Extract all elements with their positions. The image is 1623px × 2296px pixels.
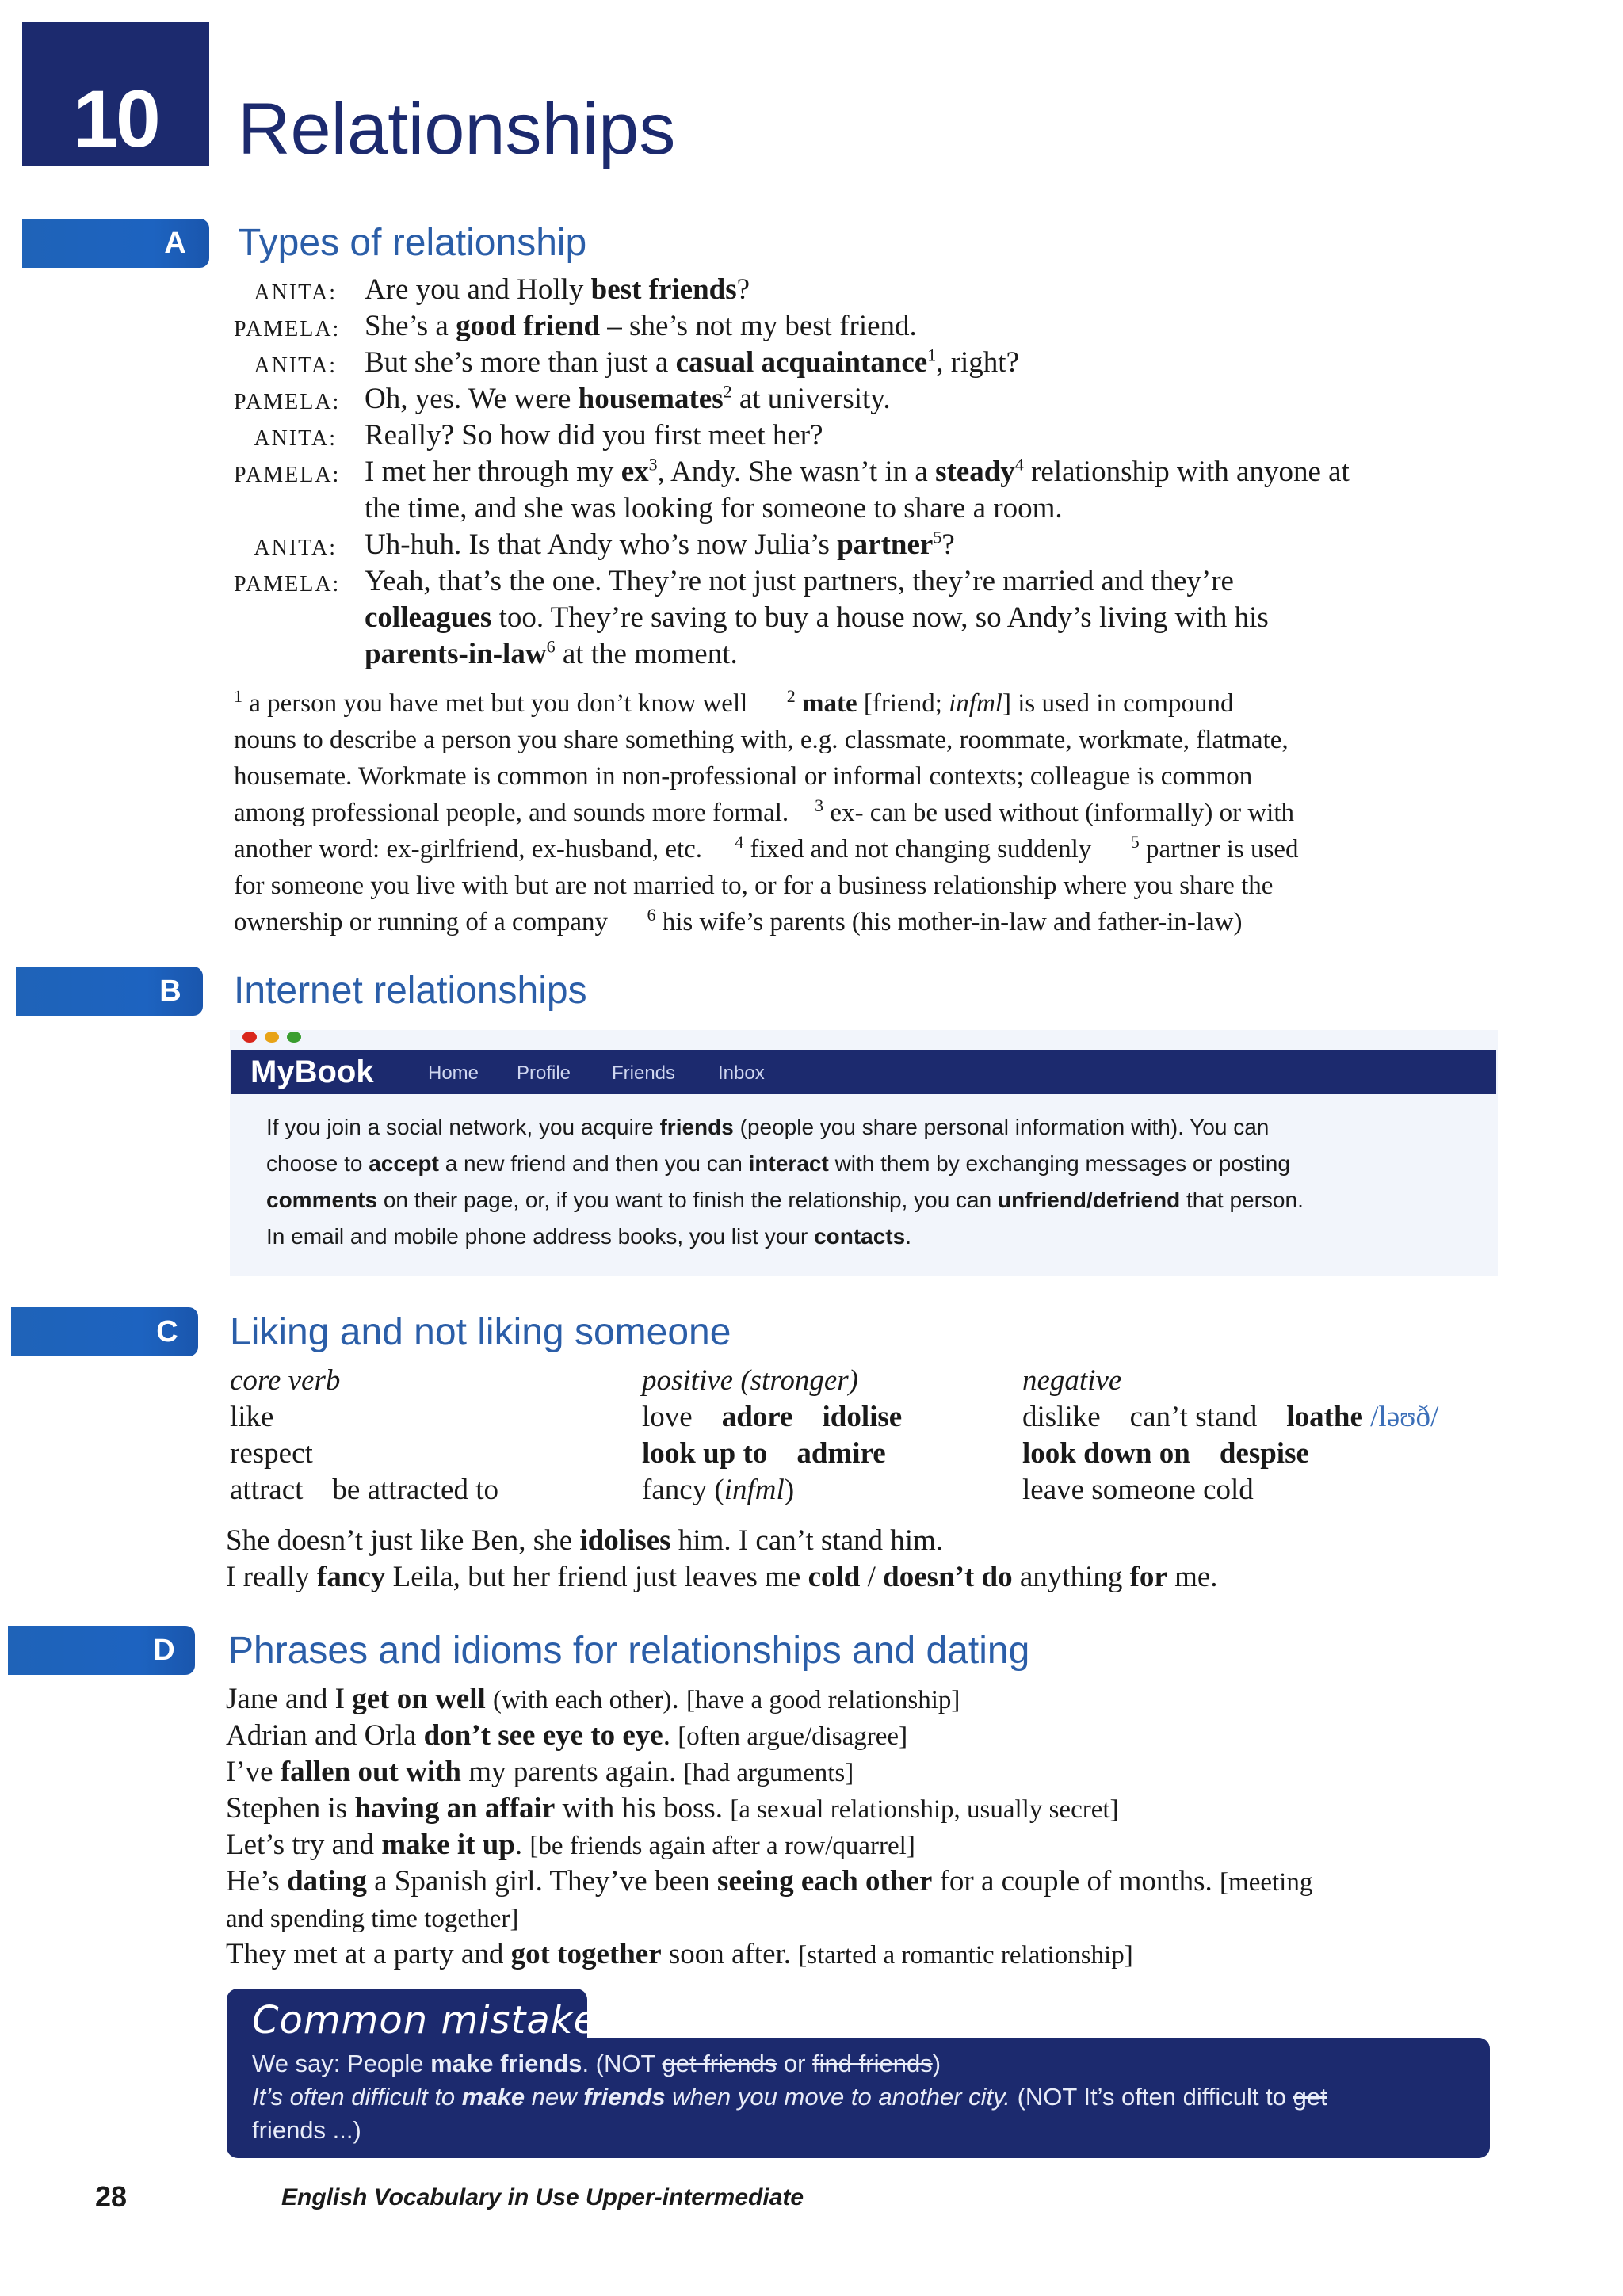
section-b-letter: B: [159, 974, 181, 1008]
footnote-line: for someone you live with but are not married to, or for a business relationship where you share the: [234, 871, 1274, 900]
nav-home[interactable]: Home: [428, 1062, 479, 1084]
dialogue-line: Really? So how did you first meet her?: [365, 419, 823, 452]
idiom-line: They met at a party and got together soon after. [started a romantic relationship]: [226, 1938, 1133, 1970]
section-c-title: Liking and not liking someone: [230, 1311, 731, 1353]
window-dot-orange: [265, 1032, 279, 1043]
column-item: attract be attracted to: [230, 1474, 498, 1506]
column-header: negative: [1022, 1364, 1122, 1397]
example-sentence: She doesn’t just like Ben, she idolises him. I can’t stand him.: [226, 1524, 944, 1557]
footnote-line: among professional people, and sounds more formal. $^3$ ex- can be used without (informally) or with: [234, 795, 1295, 827]
column-header: core verb: [230, 1364, 341, 1397]
unit-title: Relationships: [238, 89, 676, 170]
mybook-text-line: If you join a social network, you acquire friends (people you share personal information with). You can: [266, 1115, 1270, 1139]
speaker-label: PAMELA:: [234, 463, 341, 487]
speaker-label: ANITA:: [254, 280, 337, 305]
book-title: English Vocabulary in Use Upper-intermediate: [281, 2184, 804, 2210]
footnote-line: ownership or running of a company $^6$ his wife’s parents (his mother-in-law and father-in-law): [234, 905, 1243, 936]
section-d-title: Phrases and idioms for relationships and dating: [228, 1630, 1030, 1672]
common-mistake-title: Common mistake: [252, 1998, 598, 2042]
mybook-logo: MyBook: [250, 1055, 374, 1089]
dialogue-line: But she’s more than just a casual acquaintance$^1$, right?: [365, 345, 1019, 379]
common-mistake-line: We say: People make friends. (NOT get friends or find friends): [252, 2050, 941, 2077]
column-item: fancy (infml): [642, 1474, 795, 1506]
window-dot-green: [287, 1032, 301, 1043]
common-mistake-line: friends ...): [252, 2116, 361, 2144]
dialogue-line: Uh-huh. Is that Andy who’s now Julia’s partner$^5$?: [365, 527, 955, 561]
idiom-line: He’s dating a Spanish girl. They’ve been seeing each other for a couple of months. [meeting: [226, 1865, 1313, 1897]
mybook-text-line: choose to accept a new friend and then you can interact with them by exchanging messages or posting: [266, 1151, 1290, 1176]
idiom-line: and spending time together]: [226, 1905, 519, 1933]
section-b-title: Internet relationships: [234, 970, 587, 1012]
section-d-letter: D: [153, 1634, 175, 1667]
dialogue-line: Yeah, that’s the one. They’re not just partners, they’re married and they’re colleagues too. They’re saving to buy a house now, so Andy’s living with his parents-in-law$^6$ at the moment.: [365, 565, 1269, 670]
page-number: 28: [95, 2180, 128, 2213]
window-dot-red: [242, 1032, 257, 1043]
footnote-line: housemate. Workmate is common in non-professional or informal contexts; colleague is common: [234, 762, 1253, 791]
section-c-letter: C: [156, 1315, 178, 1348]
common-mistake-line: It’s often difficult to make new friends when you move to another city. (NOT It’s often difficult to get: [252, 2083, 1327, 2111]
nav-profile[interactable]: Profile: [517, 1062, 571, 1084]
dialogue-line: Are you and Holly best friends?: [365, 273, 750, 306]
speaker-label: PAMELA:: [234, 572, 341, 597]
footnote-line: $^1$ a person you have met but you don’t know well $^2$ mate [friend; infml] is used in compound: [234, 686, 1234, 718]
dialogue-line: She’s a good friend – she’s not my best friend.: [365, 310, 917, 342]
dialogue-line: I met her through my $ex^3$, Andy. She wasn’t in a steady$^4$ relationship with anyone at the time, and she was looking for someone to share a room.: [365, 454, 1350, 524]
section-a-title: Types of relationship: [238, 222, 587, 264]
idiom-line: Jane and I get on well (with each other). [have a good relationship]: [226, 1683, 960, 1715]
nav-inbox[interactable]: Inbox: [718, 1062, 765, 1084]
column-item: respect: [230, 1437, 313, 1470]
column-item: dislike can’t stand loathe /ləʊð/: [1022, 1401, 1439, 1433]
idiom-line: Stephen is having an affair with his boss. [a sexual relationship, usually secret]: [226, 1792, 1119, 1825]
column-item: like: [230, 1401, 274, 1433]
idiom-line: Adrian and Orla don’t see eye to eye. [often argue/disagree]: [226, 1719, 908, 1752]
speaker-label: ANITA:: [254, 536, 337, 560]
unit-number: 10: [73, 74, 158, 164]
column-item: look down on despise: [1022, 1437, 1309, 1470]
speaker-label: PAMELA:: [234, 317, 341, 341]
column-item: look up to admire: [642, 1437, 886, 1470]
dialogue-line: Oh, yes. We were housemates$^2$ at university.: [365, 381, 891, 415]
footnote-line: another word: ex-girlfriend, ex-husband, etc. $^4$ fixed and not changing suddenly $^5$ partner is used: [234, 832, 1299, 864]
footnote-line: nouns to describe a person you share something with, e.g. classmate, roommate, workmate, flatmate,: [234, 726, 1289, 754]
nav-friends[interactable]: Friends: [612, 1062, 676, 1084]
idiom-line: Let’s try and make it up. [be friends again after a row/quarrel]: [226, 1829, 915, 1861]
example-sentence: I really fancy Leila, but her friend just leaves me cold / doesn’t do anything for me.: [226, 1561, 1218, 1593]
column-header: positive (stronger): [642, 1364, 859, 1397]
column-item: love adore idolise: [642, 1401, 903, 1433]
section-a-letter: A: [164, 227, 186, 260]
speaker-label: ANITA:: [254, 353, 337, 378]
column-item: leave someone cold: [1022, 1474, 1254, 1506]
mybook-text-line: In email and mobile phone address books, you list your contacts.: [266, 1224, 911, 1249]
speaker-label: ANITA:: [254, 426, 337, 451]
speaker-label: PAMELA:: [234, 390, 341, 414]
mybook-text-line: comments on their page, or, if you want to finish the relationship, you can unfriend/defriend that person.: [266, 1188, 1304, 1212]
idiom-line: I’ve fallen out with my parents again. [had arguments]: [226, 1756, 854, 1788]
mybook-navbar: [231, 1050, 1496, 1094]
